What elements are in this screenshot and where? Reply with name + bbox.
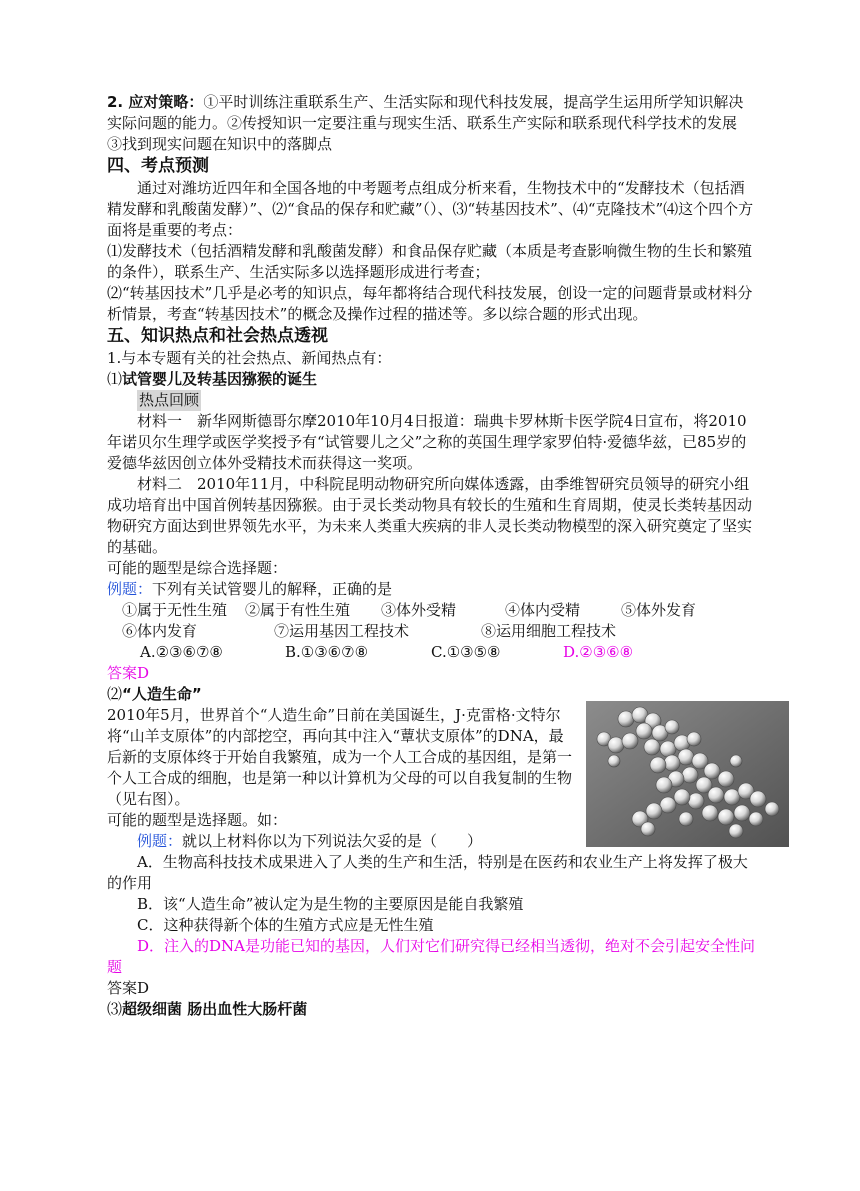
strategy-paragraph (107, 92, 757, 134)
choice-a: A.②③⑥⑦⑧ (140, 643, 223, 661)
option-7: ⑦运用基因工程技术 (274, 622, 410, 640)
section4-point1: ⑴发酵技术（包括酒精发酵和乳酸菌发酵）和食品保存贮藏（本质是考查影响微生物的生长和繁殖的条件），联系生产、生活实际多以选择题形成进行考查； (107, 242, 753, 281)
topic3-num: ⑶ (107, 1000, 123, 1018)
choice-d: D.②③⑥⑧ (563, 643, 634, 661)
strategy-line2: ③找到现实问题在知识中的落脚点 (107, 135, 333, 153)
topic1-title: 试管婴儿及转基因猕猴的诞生 (122, 370, 318, 388)
option-4: ④体内受精 (505, 601, 581, 619)
topic2-answer: 答案D (107, 979, 150, 997)
topic1-type-line: 可能的题型是综合选择题： (107, 559, 288, 577)
options-row-2 (107, 621, 757, 642)
topic1-example-label: 例题： (107, 580, 153, 598)
topic3-heading (107, 999, 757, 1020)
artificial-life-block (107, 705, 757, 810)
topic2-option-b: B．该“人造生命”被认定为是生物的主要原因是能自我繁殖 (137, 895, 524, 913)
material2: 材料二 2010年11月，中科院昆明动物研究所向媒体透露，由季维智研究员领导的研究小组成功培育出中国首例转基因猕猴。由于灵长类动物具有较长的生殖和生育周期，使灵长类转基因动物研究方面达到世界领先水平，为未来人类重大疾病的非人灵长类动物模型的深入研究奠定了坚实的基础。 (107, 475, 753, 556)
section5-title: 五、知识热点和社会热点透视 (107, 326, 328, 346)
topic2-example-label: 例题： (137, 832, 183, 850)
topic1-example (107, 579, 757, 600)
section4-intro: 通过对潍坊近四年和全国各地的中考题考点组成分析来看，生物技术中的“发酵技术（包括酒精发酵和乳酸菌发酵）”、⑵“食品的保存和贮藏”（）、⑶“转基因技术”、⑷“克隆技术”⑷这个四个方面将是重要的考点： (107, 179, 754, 239)
document-page (107, 92, 757, 1020)
topic2-text: 2010年5月，世界首个“人造生命”日前在美国诞生，J·克雷格·文特尔将“山羊支原体”的内部挖空，再向其中注入“蕈状支原体”的DNA，最后新的支原体终于开始自我繁殖，成为一个人工合成的基因组，是第一个人工合成的细胞，也是第一种以计算机为父母的可以自我复制的生物（见右图）。 (107, 706, 573, 808)
topic2-title: “人造生命” (122, 685, 202, 703)
choice-c: C.①③⑤⑧ (431, 643, 501, 661)
section4-point2: ⑵“转基因技术”几乎是必考的知识点，每年都将结合现代科技发展，创设一定的问题背景或材料分析情景，考查“转基因技术”的概念及操作过程的描述等。多以综合题的形式出现。 (107, 284, 753, 323)
option-5: ⑤体外发育 (621, 601, 697, 619)
option-6: ⑥体内发育 (122, 622, 198, 640)
strategy-line1: ①平时训练注重联系生产、生活实际和现代科技发展，提高学生运用所学知识解决实际问题的能力。②传授知识一定要注重与现实生活、联系生产实际和联系现代科学技术的发展 (107, 93, 744, 132)
section5-lead: 1.与本专题有关的社会热点、新闻热点有： (107, 349, 392, 367)
topic3-title: 超级细菌 肠出血性大肠杆菌 (122, 1000, 308, 1018)
option-8: ⑧运用细胞工程技术 (481, 622, 617, 640)
topic2-option-a: A．生物高科技技术成果进入了人类的生产和生活，特别是在医药和农业生产上将发挥了极大的作用 (107, 853, 748, 892)
choices-row (107, 642, 757, 663)
topic1-num: ⑴ (107, 370, 123, 388)
options-row-1 (107, 600, 757, 621)
topic2-type-line: 可能的题型是选择题。如： (107, 811, 288, 829)
topic2-example-question: 就以上材料你以为下列说法欠妥的是（ ） (182, 832, 483, 850)
choice-b: B.①③⑥⑦⑧ (285, 643, 369, 661)
topic1-example-question: 下列有关试管婴儿的解释，正确的是 (152, 580, 393, 598)
material1: 材料一 新华网斯德哥尔摩2010年10月4日报道：瑞典卡罗林斯卡医学院4日宣布，将2010年诺贝尔生理学或医学奖授予有“试管婴儿之父”之称的英国生理学家罗伯特·爱德华兹，已85岁的爱德华兹因创立体外受精技术而获得这一奖项。 (107, 412, 747, 472)
topic1-answer: 答案D (107, 664, 150, 682)
option-1: ①属于无性生殖 (122, 601, 228, 619)
topic2-option-d: D．注入的DNA是功能已知的基因，人们对它们研究得已经相当透彻，绝对不会引起安全性问题 (107, 937, 756, 976)
strategy-label: 2. 应对策略： (107, 93, 204, 111)
option-3: ③体外受精 (381, 601, 457, 619)
topic2-option-c: C．这种获得新个体的生殖方式应是无性生殖 (137, 916, 434, 934)
topic2-num: ⑵ (107, 685, 123, 703)
section4-title: 四、考点预测 (107, 156, 209, 176)
topic1-heading (107, 369, 757, 390)
bacteria-micrograph (586, 701, 789, 847)
hotspot-label: 热点回顾 (139, 391, 200, 409)
hotspot-line (107, 390, 757, 411)
option-2: ②属于有性生殖 (245, 601, 351, 619)
